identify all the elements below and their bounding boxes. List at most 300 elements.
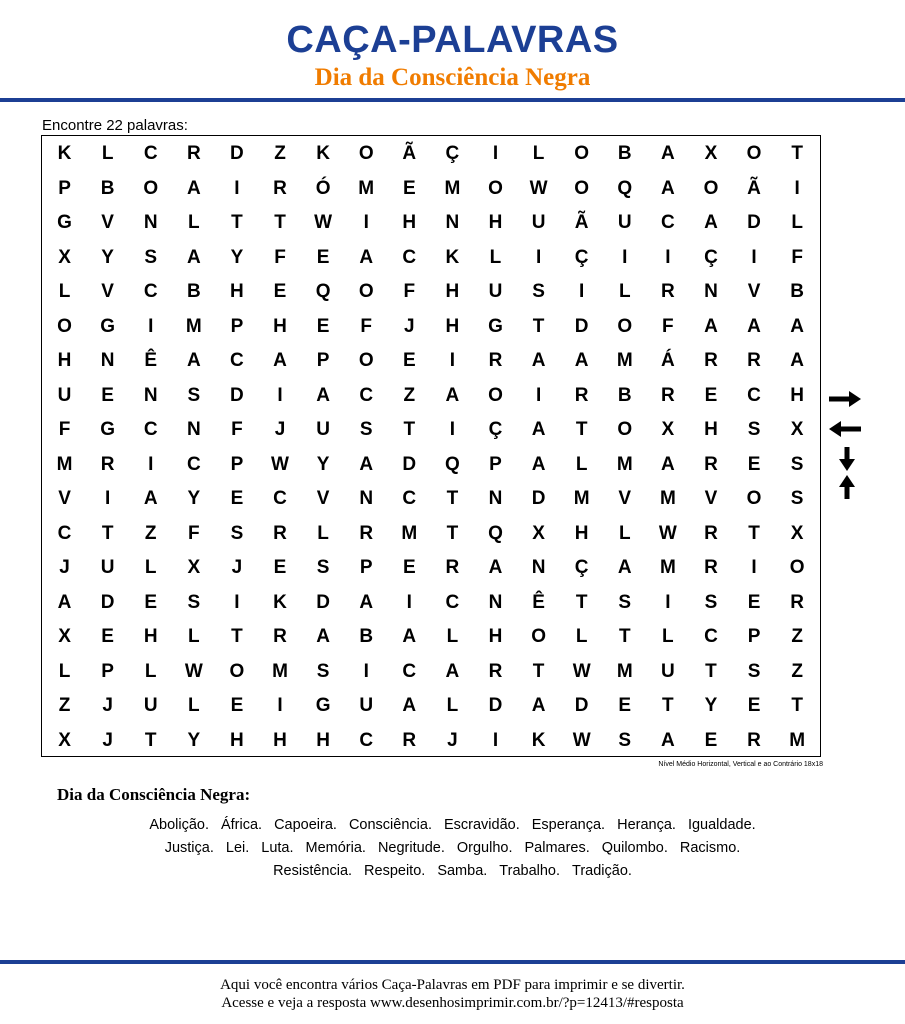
grid-cell[interactable]: H	[445, 281, 460, 303]
grid-cell[interactable]: L	[575, 453, 588, 475]
grid-cell[interactable]: Ã	[747, 177, 761, 199]
grid-cell[interactable]: V	[101, 212, 114, 234]
grid-cell[interactable]: M	[616, 660, 633, 682]
grid-cell[interactable]: N	[704, 281, 718, 303]
grid-cell[interactable]: M	[358, 177, 375, 199]
grid-cell[interactable]: F	[58, 419, 71, 441]
grid-cell[interactable]: O	[574, 143, 590, 165]
grid-cell[interactable]: K	[57, 143, 72, 165]
grid-cell[interactable]: P	[316, 350, 330, 372]
grid-cell[interactable]: R	[402, 729, 417, 751]
grid-cell[interactable]: C	[273, 488, 287, 510]
grid-cell[interactable]: L	[101, 143, 114, 165]
grid-cell[interactable]: Y	[101, 246, 114, 268]
grid-cell[interactable]: Ç	[445, 143, 460, 165]
grid-cell[interactable]: I	[449, 350, 456, 372]
grid-cell[interactable]: B	[100, 177, 115, 199]
grid-cell[interactable]: X	[532, 522, 545, 544]
grid-cell[interactable]: M	[573, 488, 590, 510]
grid-cell[interactable]: U	[57, 384, 72, 406]
grid-cell[interactable]: A	[704, 315, 718, 337]
grid-cell[interactable]: Ç	[704, 246, 718, 268]
grid-cell[interactable]: F	[274, 246, 286, 268]
grid-cell[interactable]: M	[56, 453, 73, 475]
grid-cell[interactable]: I	[234, 591, 240, 613]
grid-cell[interactable]: C	[186, 453, 201, 475]
grid-cell[interactable]: E	[316, 315, 330, 337]
grid-cell[interactable]: A	[531, 695, 546, 717]
grid-cell[interactable]: H	[316, 729, 330, 751]
grid-cell[interactable]: Ç	[574, 246, 589, 268]
grid-cell[interactable]: R	[660, 384, 675, 406]
grid-cell[interactable]: X	[661, 419, 675, 441]
grid-cell[interactable]: L	[618, 522, 631, 544]
grid-cell[interactable]: D	[402, 453, 417, 475]
grid-cell[interactable]: F	[662, 315, 674, 337]
grid-cell[interactable]: J	[59, 557, 70, 579]
grid-cell[interactable]: A	[531, 453, 546, 475]
grid-cell[interactable]: C	[402, 246, 417, 268]
grid-cell[interactable]: K	[531, 729, 546, 751]
grid-cell[interactable]: M	[401, 522, 418, 544]
grid-cell[interactable]: N	[143, 384, 158, 406]
grid-cell[interactable]: L	[446, 695, 459, 717]
grid-cell[interactable]: A	[488, 557, 503, 579]
grid-cell[interactable]: O	[531, 626, 546, 648]
grid-cell[interactable]: S	[790, 453, 804, 475]
grid-cell[interactable]: H	[704, 419, 718, 441]
grid-cell[interactable]: R	[273, 522, 287, 544]
grid-cell[interactable]: C	[143, 419, 158, 441]
grid-cell[interactable]: P	[58, 177, 71, 199]
grid-cell[interactable]: G	[100, 419, 116, 441]
grid-cell[interactable]: L	[317, 522, 329, 544]
grid-cell[interactable]: S	[747, 419, 761, 441]
grid-cell[interactable]: H	[273, 729, 287, 751]
grid-cell[interactable]: W	[314, 212, 333, 234]
grid-cell[interactable]: F	[403, 281, 416, 303]
grid-cell[interactable]: G	[315, 695, 331, 717]
grid-cell[interactable]: Q	[617, 177, 633, 199]
grid-cell[interactable]: V	[58, 488, 71, 510]
grid-cell[interactable]: N	[143, 212, 158, 234]
grid-cell[interactable]: E	[230, 488, 244, 510]
grid-cell[interactable]: C	[704, 626, 718, 648]
grid-cell[interactable]: R	[273, 177, 287, 199]
grid-cell[interactable]: T	[446, 488, 459, 510]
grid-cell[interactable]: E	[747, 591, 761, 613]
grid-cell[interactable]: A	[445, 384, 460, 406]
grid-cell[interactable]: S	[790, 488, 804, 510]
grid-cell[interactable]: N	[359, 488, 374, 510]
grid-cell[interactable]: E	[402, 350, 416, 372]
grid-cell[interactable]: E	[101, 384, 114, 406]
grid-cell[interactable]: Z	[403, 384, 416, 406]
grid-cell[interactable]: S	[187, 384, 201, 406]
grid-cell[interactable]: A	[186, 177, 201, 199]
grid-cell[interactable]: T	[791, 143, 803, 165]
grid-cell[interactable]: I	[751, 557, 757, 579]
grid-cell[interactable]: M	[272, 660, 288, 682]
grid-cell[interactable]: F	[360, 315, 372, 337]
grid-cell[interactable]: A	[790, 315, 804, 337]
grid-cell[interactable]: B	[186, 281, 201, 303]
grid-cell[interactable]: A	[660, 453, 675, 475]
grid-cell[interactable]: S	[618, 729, 632, 751]
grid-cell[interactable]: I	[751, 246, 757, 268]
grid-cell[interactable]: A	[704, 212, 718, 234]
grid-cell[interactable]: E	[747, 695, 761, 717]
grid-cell[interactable]: L	[144, 660, 157, 682]
grid-cell[interactable]: O	[358, 281, 374, 303]
grid-cell[interactable]: R	[704, 522, 718, 544]
grid-cell[interactable]: M	[659, 557, 676, 579]
grid-cell[interactable]: T	[575, 591, 588, 613]
grid-cell[interactable]: O	[703, 177, 719, 199]
grid-cell[interactable]: P	[359, 557, 373, 579]
grid-cell[interactable]: A	[186, 350, 201, 372]
grid-cell[interactable]: M	[789, 729, 806, 751]
grid-cell[interactable]: Y	[187, 729, 201, 751]
grid-cell[interactable]: Z	[144, 522, 157, 544]
grid-cell[interactable]: A	[359, 453, 374, 475]
grid-cell[interactable]: U	[488, 281, 503, 303]
grid-cell[interactable]: R	[660, 281, 675, 303]
grid-cell[interactable]: L	[791, 212, 803, 234]
grid-cell[interactable]: I	[406, 591, 412, 613]
grid-cell[interactable]: J	[274, 419, 286, 441]
grid-cell[interactable]: I	[535, 384, 542, 406]
grid-cell[interactable]: B	[617, 143, 632, 165]
grid-cell[interactable]: L	[575, 626, 588, 648]
grid-cell[interactable]: N	[488, 591, 503, 613]
grid-cell[interactable]: V	[618, 488, 632, 510]
grid-cell[interactable]: H	[143, 626, 158, 648]
grid-cell[interactable]: P	[489, 453, 502, 475]
grid-cell[interactable]: L	[188, 626, 200, 648]
grid-cell[interactable]: E	[230, 695, 244, 717]
grid-cell[interactable]: X	[58, 729, 71, 751]
grid-cell[interactable]: A	[574, 350, 589, 372]
grid-cell[interactable]: J	[231, 557, 243, 579]
grid-cell[interactable]: H	[445, 315, 460, 337]
grid-cell[interactable]: L	[58, 660, 71, 682]
grid-cell[interactable]: E	[704, 384, 718, 406]
grid-cell[interactable]: S	[618, 591, 632, 613]
grid-cell[interactable]: A	[660, 729, 675, 751]
grid-cell[interactable]: I	[148, 453, 154, 475]
grid-cell[interactable]: S	[532, 281, 545, 303]
grid-cell[interactable]: V	[316, 488, 330, 510]
grid-cell[interactable]: R	[704, 557, 718, 579]
grid-cell[interactable]: L	[188, 212, 200, 234]
grid-cell[interactable]: A	[617, 557, 632, 579]
grid-cell[interactable]: G	[488, 315, 503, 337]
grid-cell[interactable]: O	[617, 419, 633, 441]
grid-cell[interactable]: L	[662, 626, 674, 648]
grid-cell[interactable]: M	[616, 453, 633, 475]
grid-cell[interactable]: A	[57, 591, 72, 613]
grid-cell[interactable]: Y	[704, 695, 718, 717]
grid-cell[interactable]: I	[105, 488, 111, 510]
grid-cell[interactable]: D	[488, 695, 503, 717]
grid-cell[interactable]: L	[58, 281, 71, 303]
grid-cell[interactable]: W	[572, 660, 591, 682]
grid-cell[interactable]: C	[402, 660, 417, 682]
grid-cell[interactable]: Q	[445, 453, 460, 475]
grid-cell[interactable]: Q	[488, 522, 503, 544]
grid-cell[interactable]: D	[747, 212, 761, 234]
grid-cell[interactable]: X	[187, 557, 201, 579]
grid-cell[interactable]: D	[574, 315, 589, 337]
grid-cell[interactable]: E	[101, 626, 114, 648]
grid-cell[interactable]: B	[617, 384, 632, 406]
grid-cell[interactable]: T	[101, 522, 114, 544]
grid-cell[interactable]: L	[144, 557, 157, 579]
grid-cell[interactable]: E	[273, 281, 287, 303]
grid-cell[interactable]: C	[359, 729, 374, 751]
grid-cell[interactable]: V	[101, 281, 114, 303]
grid-cell[interactable]: Ã	[402, 143, 417, 165]
grid-cell[interactable]: S	[187, 591, 201, 613]
grid-cell[interactable]: O	[488, 384, 503, 406]
grid-cell[interactable]: E	[747, 453, 761, 475]
grid-cell[interactable]: I	[622, 246, 628, 268]
grid-cell[interactable]: J	[102, 729, 113, 751]
grid-cell[interactable]: O	[143, 177, 159, 199]
grid-cell[interactable]: J	[102, 695, 113, 717]
grid-cell[interactable]: X	[790, 419, 804, 441]
grid-cell[interactable]: F	[231, 419, 243, 441]
grid-cell[interactable]: J	[404, 315, 415, 337]
grid-cell[interactable]: O	[617, 315, 633, 337]
grid-cell[interactable]: C	[143, 143, 158, 165]
grid-cell[interactable]: C	[359, 384, 374, 406]
grid-cell[interactable]: W	[572, 729, 591, 751]
grid-cell[interactable]: C	[747, 384, 761, 406]
grid-cell[interactable]: R	[273, 626, 287, 648]
grid-cell[interactable]: E	[273, 557, 287, 579]
grid-cell[interactable]: U	[143, 695, 158, 717]
grid-cell[interactable]: F	[791, 246, 803, 268]
grid-cell[interactable]: R	[747, 350, 761, 372]
grid-cell[interactable]: S	[316, 660, 330, 682]
grid-cell[interactable]: O	[789, 557, 805, 579]
grid-cell[interactable]: V	[704, 488, 718, 510]
grid-cell[interactable]: T	[705, 660, 717, 682]
grid-cell[interactable]: R	[186, 143, 201, 165]
grid-cell[interactable]: T	[532, 660, 545, 682]
grid-cell[interactable]: Ê	[532, 591, 545, 613]
grid-cell[interactable]: G	[100, 315, 116, 337]
grid-cell[interactable]: C	[445, 591, 460, 613]
grid-cell[interactable]: S	[359, 419, 373, 441]
grid-cell[interactable]: M	[616, 350, 633, 372]
grid-cell[interactable]: D	[230, 143, 244, 165]
grid-cell[interactable]: L	[188, 695, 200, 717]
grid-cell[interactable]: J	[447, 729, 458, 751]
grid-cell[interactable]: R	[704, 350, 718, 372]
grid-cell[interactable]: N	[531, 557, 546, 579]
grid-cell[interactable]: P	[230, 315, 244, 337]
grid-cell[interactable]: H	[273, 315, 287, 337]
grid-cell[interactable]: T	[144, 729, 157, 751]
grid-cell[interactable]: S	[144, 246, 158, 268]
grid-cell[interactable]: N	[488, 488, 503, 510]
grid-cell[interactable]: I	[665, 591, 671, 613]
grid-cell[interactable]: O	[574, 177, 590, 199]
grid-cell[interactable]: C	[230, 350, 244, 372]
grid-cell[interactable]: Y	[187, 488, 201, 510]
grid-cell[interactable]: A	[316, 626, 330, 648]
grid-cell[interactable]: T	[748, 522, 760, 544]
grid-cell[interactable]: H	[402, 212, 417, 234]
grid-cell[interactable]: R	[704, 453, 718, 475]
grid-cell[interactable]: U	[100, 557, 115, 579]
grid-cell[interactable]: H	[574, 522, 589, 544]
grid-cell[interactable]: K	[445, 246, 460, 268]
grid-cell[interactable]: A	[402, 695, 417, 717]
grid-cell[interactable]: A	[143, 488, 158, 510]
grid-cell[interactable]: B	[790, 281, 804, 303]
grid-cell[interactable]: O	[488, 177, 503, 199]
grid-cell[interactable]: H	[230, 729, 244, 751]
grid-cell[interactable]: C	[143, 281, 158, 303]
grid-cell[interactable]: Ó	[315, 177, 331, 199]
grid-cell[interactable]: Ê	[144, 350, 158, 372]
grid-cell[interactable]: I	[148, 315, 154, 337]
grid-cell[interactable]: M	[444, 177, 461, 199]
grid-cell[interactable]: I	[363, 212, 369, 234]
grid-cell[interactable]: I	[277, 384, 283, 406]
grid-cell[interactable]: Ç	[488, 419, 503, 441]
grid-cell[interactable]: U	[660, 660, 675, 682]
grid-cell[interactable]: Á	[660, 350, 675, 372]
grid-cell[interactable]: T	[618, 626, 631, 648]
grid-cell[interactable]: C	[660, 212, 675, 234]
grid-cell[interactable]: T	[532, 315, 545, 337]
grid-cell[interactable]: S	[230, 522, 244, 544]
grid-cell[interactable]: I	[277, 695, 283, 717]
grid-cell[interactable]: I	[665, 246, 671, 268]
grid-cell[interactable]: O	[57, 315, 72, 337]
grid-cell[interactable]: F	[188, 522, 200, 544]
grid-cell[interactable]: R	[488, 660, 503, 682]
grid-cell[interactable]: T	[231, 212, 243, 234]
grid-cell[interactable]: A	[359, 246, 374, 268]
grid-cell[interactable]: U	[359, 695, 374, 717]
grid-cell[interactable]: Y	[316, 453, 330, 475]
grid-cell[interactable]: T	[791, 695, 803, 717]
grid-cell[interactable]: Z	[791, 626, 803, 648]
grid-cell[interactable]: L	[446, 626, 459, 648]
grid-cell[interactable]: D	[230, 384, 244, 406]
grid-cell[interactable]: X	[58, 246, 71, 268]
grid-cell[interactable]: E	[144, 591, 158, 613]
grid-cell[interactable]: W	[184, 660, 203, 682]
grid-cell[interactable]: R	[100, 453, 115, 475]
grid-cell[interactable]: R	[488, 350, 503, 372]
grid-cell[interactable]: W	[658, 522, 677, 544]
grid-cell[interactable]: O	[358, 350, 374, 372]
grid-cell[interactable]: T	[403, 419, 416, 441]
grid-cell[interactable]: S	[747, 660, 761, 682]
grid-cell[interactable]: H	[488, 626, 503, 648]
grid-cell[interactable]: O	[746, 488, 762, 510]
grid-cell[interactable]: N	[186, 419, 201, 441]
grid-cell[interactable]: D	[531, 488, 546, 510]
grid-cell[interactable]: A	[660, 177, 675, 199]
grid-cell[interactable]: P	[101, 660, 114, 682]
grid-cell[interactable]: L	[489, 246, 502, 268]
grid-cell[interactable]: M	[185, 315, 202, 337]
grid-cell[interactable]: U	[531, 212, 546, 234]
grid-cell[interactable]: R	[790, 591, 804, 613]
grid-cell[interactable]: R	[574, 384, 589, 406]
grid-cell[interactable]: Y	[230, 246, 244, 268]
grid-cell[interactable]: L	[532, 143, 545, 165]
grid-cell[interactable]: E	[618, 695, 632, 717]
grid-cell[interactable]: T	[662, 695, 674, 717]
grid-cell[interactable]: Ã	[574, 212, 589, 234]
grid-cell[interactable]: R	[445, 557, 460, 579]
grid-cell[interactable]: X	[790, 522, 804, 544]
grid-cell[interactable]: A	[531, 350, 546, 372]
grid-cell[interactable]: R	[747, 729, 761, 751]
grid-cell[interactable]: A	[531, 419, 546, 441]
grid-cell[interactable]: G	[57, 212, 72, 234]
grid-cell[interactable]: A	[402, 626, 417, 648]
grid-cell[interactable]: T	[575, 419, 588, 441]
grid-cell[interactable]: E	[402, 177, 416, 199]
grid-cell[interactable]: D	[100, 591, 115, 613]
grid-cell[interactable]: K	[316, 143, 330, 165]
grid-cell[interactable]: S	[704, 591, 718, 613]
grid-cell[interactable]: C	[402, 488, 417, 510]
grid-cell[interactable]: E	[316, 246, 330, 268]
grid-cell[interactable]: T	[446, 522, 459, 544]
grid-cell[interactable]: V	[747, 281, 761, 303]
grid-cell[interactable]: Q	[315, 281, 331, 303]
grid-cell[interactable]: W	[271, 453, 289, 475]
grid-cell[interactable]: T	[231, 626, 243, 648]
grid-cell[interactable]: O	[358, 143, 374, 165]
grid-cell[interactable]: K	[273, 591, 287, 613]
grid-cell[interactable]: H	[230, 281, 244, 303]
grid-cell[interactable]: R	[359, 522, 374, 544]
grid-cell[interactable]: X	[58, 626, 71, 648]
grid-cell[interactable]: I	[234, 177, 240, 199]
grid-cell[interactable]: P	[747, 626, 761, 648]
grid-cell[interactable]: A	[747, 315, 761, 337]
grid-cell[interactable]: E	[402, 557, 416, 579]
grid-cell[interactable]: A	[660, 143, 675, 165]
grid-cell[interactable]: A	[273, 350, 287, 372]
grid-cell[interactable]: O	[746, 143, 762, 165]
grid-cell[interactable]: H	[57, 350, 72, 372]
grid-cell[interactable]: L	[618, 281, 631, 303]
grid-cell[interactable]: E	[704, 729, 718, 751]
grid-cell[interactable]: D	[316, 591, 330, 613]
grid-cell[interactable]: I	[363, 660, 369, 682]
grid-cell[interactable]: Z	[274, 143, 286, 165]
grid-cell[interactable]: I	[535, 246, 542, 268]
grid-cell[interactable]: O	[229, 660, 245, 682]
grid-cell[interactable]: X	[704, 143, 718, 165]
grid-cell[interactable]: S	[316, 557, 330, 579]
grid-cell[interactable]: H	[488, 212, 503, 234]
grid-cell[interactable]: Z	[791, 660, 803, 682]
